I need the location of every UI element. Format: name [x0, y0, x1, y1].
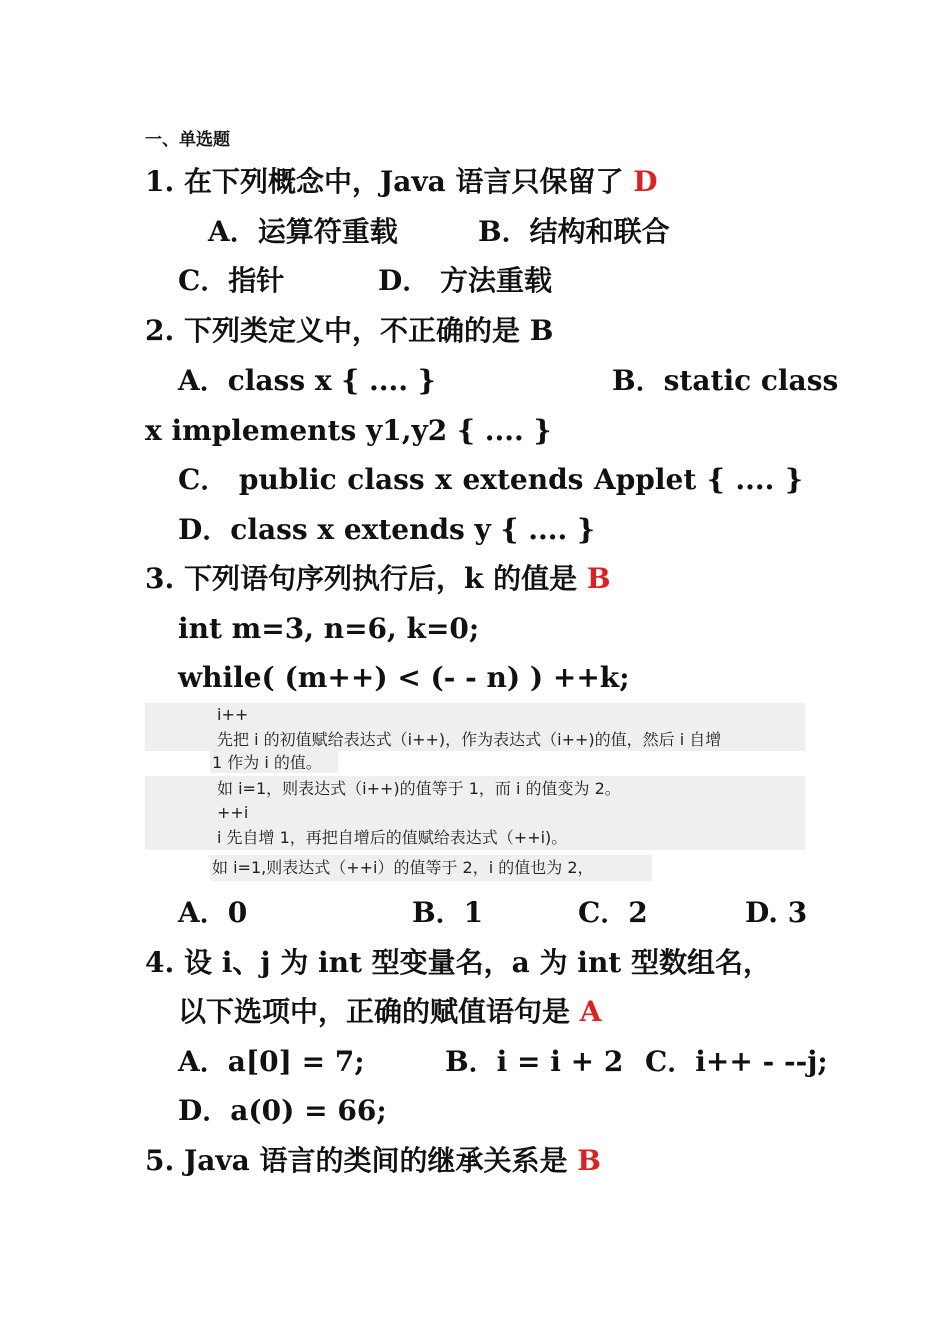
question-3 [145, 561, 611, 597]
note-line: ++i [217, 803, 249, 822]
q4-option-a: A．a[0] = 7; [178, 1045, 365, 1078]
q2-option-c-word: Applet [593, 463, 697, 496]
question-2-stem: 2. 下列类定义中，不正确的是 B [145, 314, 554, 347]
note-line: 如 i=1，则表达式（i++)的值等于 1，而 i 的值变为 2。 [217, 779, 621, 798]
note-line: i++ [217, 705, 249, 724]
question-3-stem: 3. 下列语句序列执行后，k 的值是 [145, 562, 578, 595]
q2-option-c-word: } [784, 463, 803, 496]
q2-option-c-word: public [238, 463, 337, 496]
q2-option-c-word: C． [178, 463, 229, 496]
q2-option-c-word: .... [735, 463, 775, 496]
note-line: 1 作为 i 的值。 [212, 753, 322, 772]
q2-option-c-word: class [347, 463, 425, 496]
question-4-answer: A [579, 995, 602, 1028]
question-5 [145, 1143, 601, 1179]
q2-option-c-word: x [435, 463, 452, 496]
q4-option-b: B．i = i + 2 [445, 1045, 624, 1078]
q2-option-b-part2: x implements y1,y2 { .... } [145, 414, 552, 447]
q2-option-c [178, 462, 803, 498]
q3-option-c: C．2 [578, 896, 648, 929]
q1-option-c: C．指针 [178, 264, 285, 297]
question-4-stem-line-1: 4. 设 i、j 为 int 型变量名，a 为 int 型数组名， [145, 946, 771, 979]
q3-option-b: B．1 [412, 896, 484, 929]
q2-option-c-word: extends [462, 463, 584, 496]
question-1-answer: D [633, 165, 658, 198]
question-1 [145, 164, 658, 200]
q1-option-d: D． 方法重载 [378, 264, 553, 297]
q3-code-line-1: int m=3, n=6, k=0; [178, 612, 480, 645]
q3-code-line-2: while( (m++) < (- - n) ) ++k; [178, 661, 630, 694]
q2-option-a: A．class x { .... } [178, 364, 436, 397]
question-3-answer: B [586, 562, 611, 595]
section-title: 一、单选题 [145, 130, 230, 150]
question-4 [178, 994, 602, 1030]
note-line: i 先自增 1，再把自增后的值赋给表达式（++i)。 [217, 828, 568, 847]
q4-option-c: C．i++ - --j; [645, 1045, 828, 1078]
q1-option-a: A．运算符重载 [208, 215, 398, 248]
question-5-stem: 5. Java 语言的类间的继承关系是 [145, 1144, 568, 1177]
q3-option-a: A．0 [178, 896, 248, 929]
note-line: 如 i=1,则表达式（++i）的值等于 2，i 的值也为 2， [212, 858, 594, 877]
q2-option-c-word: { [706, 463, 725, 496]
note-line: 先把 i 的初值赋给表达式（i++)，作为表达式（i++)的值，然后 i 自增 [217, 730, 722, 749]
question-1-stem: 1. 在下列概念中，Java 语言只保留了 [145, 165, 624, 198]
q1-option-b: B．结构和联合 [478, 215, 670, 248]
q2-option-b-part1: B．static class [612, 364, 839, 397]
q2-option-d: D．class x extends y { .... } [178, 513, 596, 546]
question-5-answer: B [577, 1144, 601, 1177]
q3-option-d: D. 3 [745, 896, 808, 929]
q4-option-d: D．a(0) = 66; [178, 1094, 387, 1127]
question-4-stem-line-2: 以下选项中，正确的赋值语句是 [178, 995, 571, 1028]
